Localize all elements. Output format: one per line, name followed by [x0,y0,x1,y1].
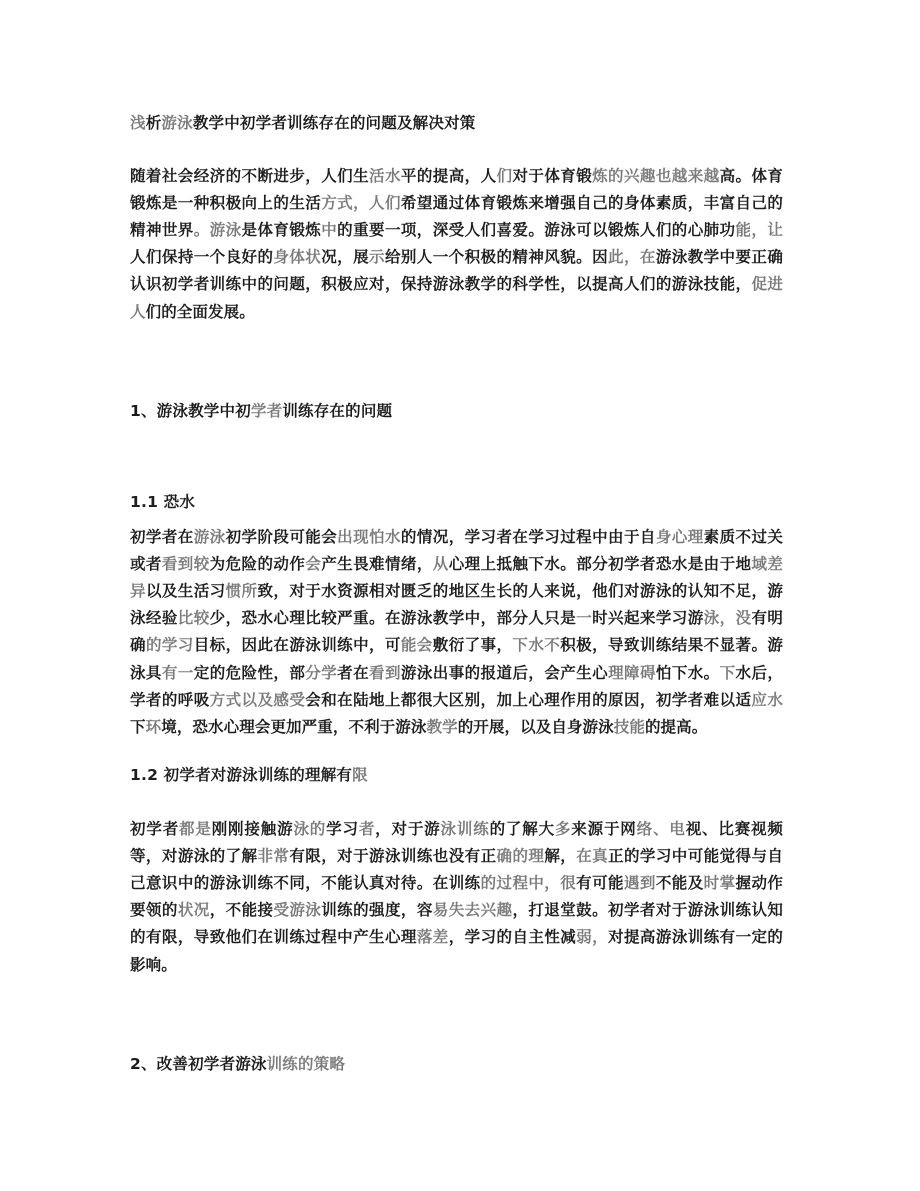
section-heading-1-1: 1.1 恐水 [130,492,196,511]
page-title: 浅析游泳教学中初学者训练存在的问题及解决对策 [130,114,476,133]
section-1-1-paragraph: 初学者在游泳初学阶段可能会出现怕水的情况，学习者在学习过程中由于自身心理素质不过关或者看到较为危险的动作会产生畏难情绪，从心理上抵触下水。部分初学者恐水是由于地域差异以及生活习惯所致，对于水资源相对匮乏的地区生长的人来说，他们对游泳的认知不足，游泳经验比较少，恐水心理比较严重。在游泳教学中，部分人只是一时兴起来学习游泳，没有明确的学习目标，因此在游泳训练中，可能会敷衍了事，下水不积极，导致训练结果不显著。游泳具有一定的危险性，部分学者在看到游泳出事的报道后，会产生心理障碍怕下水。下水后，学者的呼吸方式以及感受会和在陆地上都很大区别，加上心理作用的原因，初学者难以适应水下环境，恐水心理会更加严重，不利于游泳教学的开展，以及自身游泳技能的提高。 [130,527,784,736]
section-1-2-paragraph: 初学者都是刚刚接触游泳的学习者，对于游泳训练的了解大多来源于网络、电视、比赛视频等，对游泳的了解非常有限，对于游泳训练也没有正确的理解，在真正的学习中可能觉得与自己意识中的游泳训练不同，不能认真对待。在训练的过程中，很有可能遇到不能及时掌握动作要领的状况，不能接受游泳训练的强度，容易失去兴趣，打退堂鼓。初学者对于游泳训练认知的有限，导致他们在训练过程中产生心理落差，学习的自主性减弱，对提高游泳训练有一定的影响。 [130,819,784,974]
section-heading-1-2: 1.2 初学者对游泳训练的理解有限 [130,765,368,784]
section-heading-2: 2、改善初学者游泳训练的策略 [130,1054,346,1073]
intro-paragraph: 随着社会经济的不断进步，人们生活水平的提高，人们对于体育锻炼的兴趣也越来越高。体育锻炼是一种积极向上的生活方式，人们希望通过体育锻炼来增强自己的身体素质，丰富自己的精神世界。游泳是体育锻炼中的重要一项，深受人们喜爱。游泳可以锻炼人们的心肺功能，让人们保持一个良好的身体状况，展示给别人一个积极的精神风貌。因此，在游泳教学中要正确认识初学者训练中的问题，积极应对，保持游泳教学的科学性，以提高人们的游泳技能，促进人们的全面发展。 [130,166,784,321]
section-heading-1: 1、游泳教学中初学者训练存在的问题 [130,401,393,420]
